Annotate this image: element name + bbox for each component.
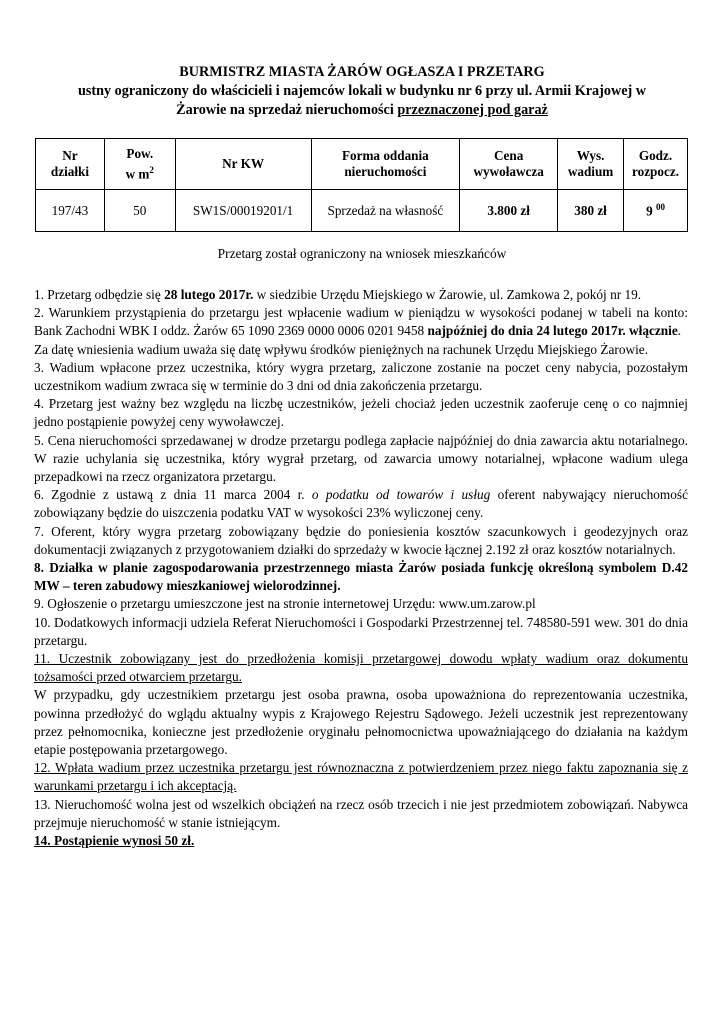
cell-deposit: 380 zł	[558, 190, 624, 232]
cell-disposal-form: Sprzedaż na własność	[311, 190, 460, 232]
terms-list	[34, 286, 688, 850]
point-4: 4. Przetarg jest ważny bez względu na liczbę uczestników, jeżeli chociaż jeden uczestnik zaoferuje cenę o co najmniej jedno postąpienie powyżej ceny wywoławczej.	[34, 396, 688, 430]
restriction-note: Przetarg został ograniczony na wniosek mieszkańców	[217, 246, 507, 261]
announcement-subtitle-line1: ustny ograniczony do właścicieli i najemców lokali w budynku nr 6 przy ul. Armii Krajowej w	[77, 83, 647, 99]
point-2: 2. Warunkiem przystąpienia do przetargu jest wpłacenie wadium w pieniądzu w wysokości podanej w tabeli na konto: Bank Zachodni WBK I oddz. Żarów 65 1090 2369 0000 0006 0201 9458 najpóźniej do dnia 24 lutego 2017r. włącznie.	[34, 305, 688, 339]
point-8: 8. Działka w planie zagospodarowania przestrzennego miasta Żarów posiada funkcję określoną symbolem D.42 MW – teren zabudowy mieszkaniowej wielorodzinnej.	[34, 560, 688, 594]
header-deposit: Wys. wadium	[558, 139, 624, 190]
point-10: 10. Dodatkowych informacji udziela Referat Nieruchomości i Gospodarki Przestrzennej tel. 748580-591 wew. 301 do dnia przetargu.	[34, 614, 688, 648]
point-9: 9. Ogłoszenie o przetargu umieszczone jest na stronie internetowej Urzędu: www.um.zarow.pl	[34, 596, 536, 612]
cell-starting-price: 3.800 zł	[460, 190, 558, 232]
point-6: 6. Zgodnie z ustawą z dnia 11 marca 2004 r. o podatku od towarów i usług oferent nabywający nieruchomość zobowiązany będzie do uiszczenia podatku VAT w wysokości 23% wyliczonej ceny.	[34, 487, 688, 521]
point-2-note: Za datę wniesienia wadium uważa się datę wpływu środków pieniężnych na rachunek Urzędu Miejskiego Żarowie.	[34, 341, 649, 357]
table-row	[36, 190, 688, 232]
cell-plot-number: 197/43	[36, 190, 105, 232]
cell-land-register: SW1S/00019201/1	[175, 190, 311, 232]
point-7: 7. Oferent, który wygra przetarg zobowiązany będzie do poniesienia kosztów szacunkowych i geodezyjnych oraz dokumentacji związanych z przygotowaniem działki do sprzedaży w kwocie łącznej 2.192 zł oraz kosztów notarialnych.	[34, 523, 688, 557]
point-5: 5. Cena nieruchomości sprzedawanej w drodze przetargu podlega zapłacie najpóźniej do dnia zawarcia aktu notarialnego. W razie uchylania się uczestnika, który wygrał przetarg, od zawarcia umowy notarialnej, wpłacone wadium ulega przepadkowi na rzecz organizatora przetargu.	[34, 432, 688, 485]
point-11: 11. Uczestnik zobowiązany jest do przedłożenia komisji przetargowej dowodu wpłaty wadium oraz dokumentu tożsamości przed otwarciem przetargu.	[34, 651, 688, 685]
subtitle-text: Żarowie na sprzedaż nieruchomości	[176, 102, 398, 118]
property-table	[35, 138, 688, 232]
point-13: 13. Nieruchomość wolna jest od wszelkich obciążeń na rzecz osób trzecich i nie jest przedmiotem zobowiązań. Nabywca przejmuje nieruchomość w stanie istniejącym.	[34, 796, 688, 830]
header-land-register: Nr KW	[175, 139, 311, 190]
subtitle-purpose: przeznaczonej pod garaż	[397, 102, 548, 118]
cell-start-time: 9 $^{00}$	[624, 190, 688, 232]
header-area: Pow. w $m^2$	[104, 139, 175, 190]
point-3: 3. Wadium wpłacone przez uczestnika, który wygra przetarg, zaliczone zostanie na poczet ceny nabycia, pozostałym uczestnikom wadium zwraca się w terminie do 3 dni od dnia zakończenia przetargu.	[34, 359, 688, 394]
point-11-details: W przypadku, gdy uczestnikiem przetargu jest osoba prawna, osoba upoważniona do reprezentowania uczestnika, powinna przedłożyć do wglądu aktualny wypis z Krajowego Rejestru Sądowego. Jeżeli uczestnik jest reprezentowany przez pełnomocnika, konieczne jest przedłożenie oryginału pełnomocnictwa upoważniającego do działania na każdym etapie postępowania przetargowego.	[34, 687, 688, 758]
point-1: 1. Przetarg odbędzie się 28 lutego 2017r. w siedzibie Urzędu Miejskiego w Żarowie, ul. Zamkowa 2, pokój nr 19.	[34, 287, 642, 302]
point-14: 14. Postąpienie wynosi 50 zł.	[34, 833, 195, 849]
header-plot-number: Nr działki	[36, 139, 105, 190]
header-starting-price: Cena wywoławcza	[460, 139, 558, 190]
header-start-time: Godz. rozpocz.	[624, 139, 688, 190]
header-disposal-form: Forma oddania nieruchomości	[311, 139, 460, 190]
table-header-row	[36, 139, 688, 190]
announcement-subtitle-line2	[48, 100, 676, 120]
announcement-title: BURMISTRZ MIASTA ŻARÓW OGŁASZA I PRZETARG	[179, 64, 545, 80]
cell-area: 50	[104, 190, 175, 232]
point-12: 12. Wpłata wadium przez uczestnika przetargu jest równoznaczna z potwierdzeniem przez niego faktu zapoznania się z warunkami przetargu i ich akceptacją.	[34, 760, 688, 794]
